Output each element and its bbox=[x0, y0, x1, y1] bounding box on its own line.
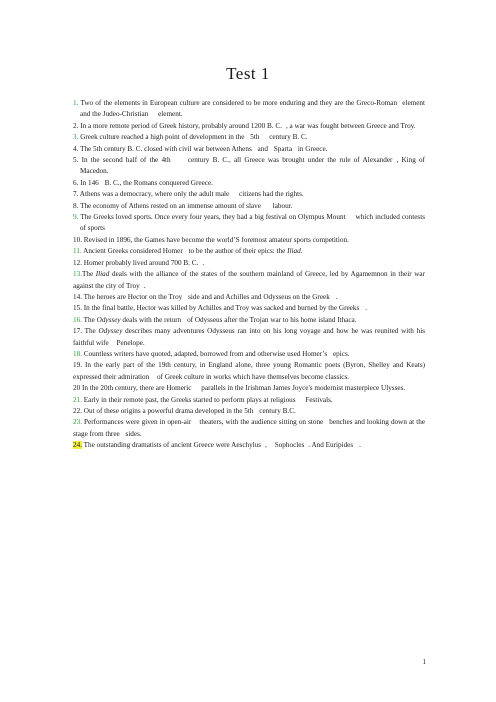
item-number: 10. bbox=[73, 235, 82, 244]
item-number: 13. bbox=[73, 270, 82, 279]
item-number: 20 bbox=[73, 384, 81, 393]
item-number: 22. bbox=[73, 406, 82, 415]
item-number: 11. bbox=[73, 247, 82, 256]
item-number: 21. bbox=[73, 395, 82, 404]
list-item: 8. The economy of Athens rested on an immense amount of slave labour. bbox=[73, 201, 293, 210]
list-item: 18. Countless writers have quoted, adapted, borrowed from and otherwise used Homer’s epics. bbox=[73, 349, 350, 358]
page-number: 1 bbox=[422, 658, 426, 666]
list-item: 9. The Greeks loved sports. Once every four years, they had a big festival on Olympus Mount which included contests of sports bbox=[73, 213, 425, 233]
list-item: 5. In the second half of the 4th century B. C., all Greece was brought under the rule of Alexander , King of Macedon. bbox=[73, 156, 426, 176]
list-item: 16. The Odyssey deals with the return of Odysseus after the Trojan war to his home island Ithaca. bbox=[73, 315, 357, 324]
list-item: 21. Early in their remote past, the Greeks started to perform plays at religious Festivals. bbox=[73, 395, 333, 404]
list-item: 6. In 146 B. C., the Romans conquered Greece. bbox=[73, 178, 213, 187]
list-item: 19. In the early part of the 19th century, in England alone, three young Romantic poets (Byron, Shelley and Keats) expressed their admiration of Greek culture in works which have themselves become classics. bbox=[73, 361, 426, 381]
list-item: 2. In a more remote period of Greek history, probably around 1200 B. C. , a war was fought between Greece and Troy. bbox=[73, 121, 416, 130]
item-number: 3. bbox=[73, 133, 79, 142]
document-body bbox=[73, 98, 425, 452]
list-item: 10. Revised in 1896, the Games have become the world’S foremost amateur sports competition. bbox=[73, 235, 349, 244]
item-number: 24. bbox=[73, 441, 82, 450]
item-number: 9. bbox=[73, 213, 79, 222]
item-number: 5. bbox=[73, 156, 79, 165]
list-item: 23. Performances were given in open-air theaters, with the audience sitting on stone benches and looking down at the stage from three sides. bbox=[73, 418, 425, 438]
page-title: Test 1 bbox=[226, 64, 270, 83]
list-item: 24. The outstanding dramatists of ancient Greece were Aeschylus , Sophocles . And Euripides . bbox=[73, 441, 361, 450]
item-number: 4. bbox=[73, 144, 79, 153]
list-item: 22. Out of these origins a powerful drama developed in the 5th century B.C. bbox=[73, 406, 296, 415]
list-item: 14. The heroes are Hector on the Troy side and and Achilles and Odysseus on the Greek . bbox=[73, 292, 338, 301]
item-number: 12. bbox=[73, 258, 82, 267]
item-number: 8. bbox=[73, 201, 79, 210]
item-number: 1. bbox=[73, 99, 79, 107]
item-number: 2. bbox=[73, 121, 79, 130]
item-number: 23. bbox=[73, 418, 82, 427]
item-number: 19. bbox=[73, 361, 82, 370]
list-item: 7. Athens was a democracy, where only the adult male citizens had the rights. bbox=[73, 190, 304, 199]
item-number: 15. bbox=[73, 304, 82, 313]
list-item: 20 In the 20th century, there are Homeric parallels in the Irishman James Joyce's modernist masterpiece Ulysses. bbox=[73, 384, 406, 393]
item-number: 18. bbox=[73, 349, 82, 358]
list-item: 4. The 5th century B. C. closed with civil war between Athens and Sparta in Greece. bbox=[73, 144, 328, 153]
item-number: 7. bbox=[73, 190, 79, 199]
list-item: 15. In the final battle, Hector was killed by Achilles and Troy was sacked and burned by the Greeks . bbox=[73, 304, 368, 313]
item-number: 6. bbox=[73, 178, 79, 187]
list-item: 3. Greek culture reached a high point of development in the 5th century B. C. bbox=[73, 133, 308, 142]
list-item: 12. Homer probably lived around 700 B. C. . bbox=[73, 258, 205, 267]
list-item: 13.The Iliad deals with the alliance of the states of the southern mainland of Greece, led by Agamemnon in their war against the city of Troy . bbox=[73, 270, 425, 290]
list-item: 1. Two of the elements in European culture are considered to be more enduring and they are the Greco-Roman element and the Judeo-Christian element. bbox=[73, 99, 425, 119]
item-number: 17. bbox=[73, 327, 82, 336]
list-item: 11. Ancient Greeks considered Homer to be the author of their epics: the Iliad. bbox=[73, 247, 303, 256]
item-number: 14. bbox=[73, 292, 82, 301]
list-item: 17. The Odyssey describes many adventures Odysseus ran into on his long voyage and how he was reunited with his faithful wife Penelope. bbox=[73, 327, 425, 347]
item-number: 16. bbox=[73, 315, 82, 324]
